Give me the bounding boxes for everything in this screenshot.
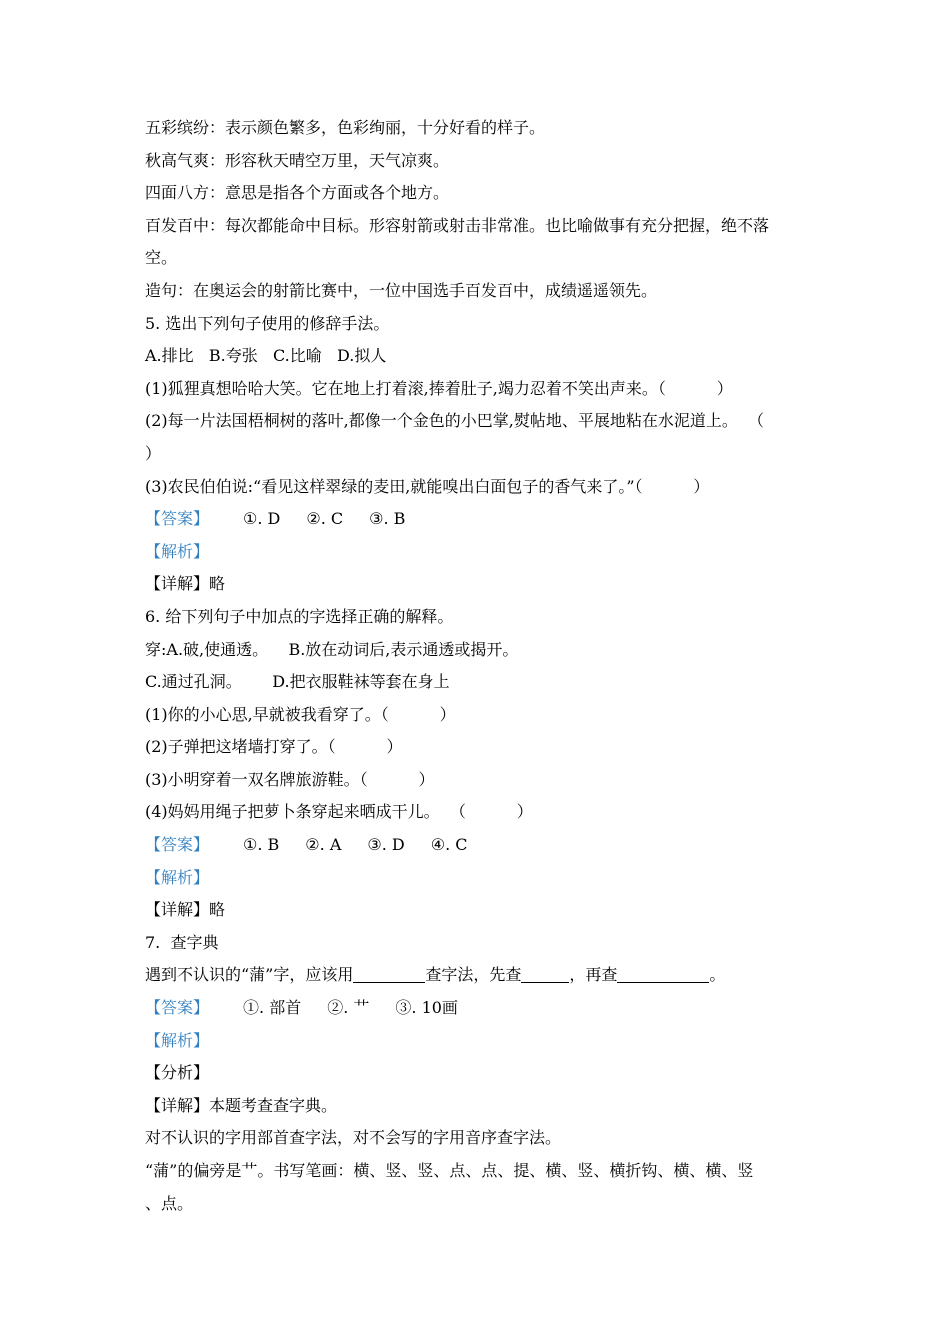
answer-row-6: [145, 829, 810, 862]
answer-item: ②. C: [306, 509, 344, 529]
document-page: [145, 112, 810, 1220]
sentence-example: 造句：在奥运会的射箭比赛中，一位中国选手百发百中，成绩遥遥领先。: [145, 280, 658, 300]
question-6-options-1: 穿:A.破,使通透。 B.放在动词后,表示通透或揭开。: [145, 639, 519, 659]
question-5-sentence-3: (3)农民伯伯说:“看见这样翠绿的麦田,就能嗅出白面包子的香气来了。”（ ）: [145, 476, 710, 496]
explanation-2-cont: 、点。: [145, 1193, 194, 1213]
detail-row-6: [145, 894, 810, 927]
question-6-sentence-4: (4)妈妈用绳子把萝卜条穿起来晒成干儿。 （ ）: [145, 802, 533, 822]
answer-item: ①. B: [243, 835, 280, 855]
answer-item: ②. 艹: [327, 998, 370, 1018]
explanation-1: 对不认识的字用部首查字法，对不会写的字用音序查字法。: [145, 1128, 562, 1148]
idiom-baifa: 百发百中：每次都能命中目标。形容射箭或射击非常准。也比喻做事有充分把握，绝不落: [145, 215, 770, 235]
fenxi-row-7: 【分析】: [145, 1063, 210, 1083]
analysis-label: 【解析】: [145, 541, 210, 561]
question-5-options: A.排比 B.夸张 C.比喻 D.拟人: [145, 346, 387, 366]
idiom-wucai: 五彩缤纷：表示颜色繁多，色彩绚丽，十分好看的样子。: [145, 118, 546, 137]
idiom-qiugao: 秋高气爽：形容秋天晴空万里，天气凉爽。: [145, 150, 450, 170]
detail-row-7: [145, 1090, 810, 1123]
question-6-sentence-2: (2)子弹把这堵墙打穿了。（ ）: [145, 737, 403, 757]
question-7-sentence: 遇到不认识的“蒲”字，应该用 查字法，先查 ，再查 。: [145, 965, 726, 985]
answer-item: ④. C: [430, 835, 468, 855]
answer-label: 【答案】: [145, 998, 210, 1018]
answer-item: ①. D: [243, 509, 281, 529]
analysis-label: 【解析】: [145, 867, 210, 887]
question-6-sentence-3: (3)小明穿着一双名牌旅游鞋。（ ）: [145, 769, 435, 789]
blank-3[interactable]: [617, 964, 709, 983]
blank-2[interactable]: [521, 964, 569, 983]
idiom-simian: 四面八方：意思是指各个方面或各个地方。: [145, 183, 450, 203]
question-6-title: 6. 给下列句子中加点的字选择正确的解释。: [145, 606, 454, 626]
analysis-label: 【解析】: [145, 1030, 210, 1050]
question-6-options-2: C.通过孔洞。 D.把衣服鞋袜等套在身上: [145, 672, 450, 692]
question-5-sentence-1: (1)狐狸真想哈哈大笑。它在地上打着滚,捧着肚子,竭力忍着不笑出声来。（ ）: [145, 378, 733, 398]
question-7-title: 7. 查字典: [145, 932, 219, 952]
answer-item: ③. 10画: [395, 998, 458, 1018]
idiom-baifa-cont: 空。: [145, 248, 178, 268]
answer-row-7: [145, 992, 810, 1025]
answer-item: ②. A: [305, 835, 342, 855]
detail-text: 略: [209, 574, 226, 594]
answer-label: 【答案】: [145, 835, 210, 855]
detail-label: 【详解】: [145, 900, 210, 920]
detail-text: 本题考查查字典。: [209, 1095, 338, 1115]
detail-row-5: [145, 568, 810, 601]
analysis-row-5: [145, 536, 810, 569]
answer-item: ①. 部首: [243, 998, 302, 1018]
question-5-title: 5. 选出下列句子使用的修辞手法。: [145, 313, 390, 333]
answer-label: 【答案】: [145, 509, 210, 529]
detail-text: 略: [209, 900, 226, 920]
question-6-sentence-1: (1)你的小心思,早就被我看穿了。（ ）: [145, 704, 456, 724]
answer-item: ③. D: [367, 835, 405, 855]
question-5-sentence-2: (2)每一片法国梧桐树的落叶,都像一个金色的小巴掌,熨帖地、平展地粘在水泥道上。 （: [145, 411, 765, 431]
analysis-row-6: [145, 862, 810, 895]
blank-1[interactable]: [353, 964, 425, 983]
answer-row-5: [145, 503, 810, 536]
question-5-sentence-2-cont: ）: [145, 443, 162, 463]
explanation-2: “蒲”的偏旁是艹。书写笔画：横、竖、竖、点、点、提、横、竖、横折钩、横、横、竖: [145, 1161, 754, 1180]
answer-item: ③. B: [369, 509, 406, 529]
analysis-row-7: [145, 1025, 810, 1058]
detail-label: 【详解】: [145, 574, 210, 594]
detail-label: 【详解】: [145, 1095, 210, 1115]
